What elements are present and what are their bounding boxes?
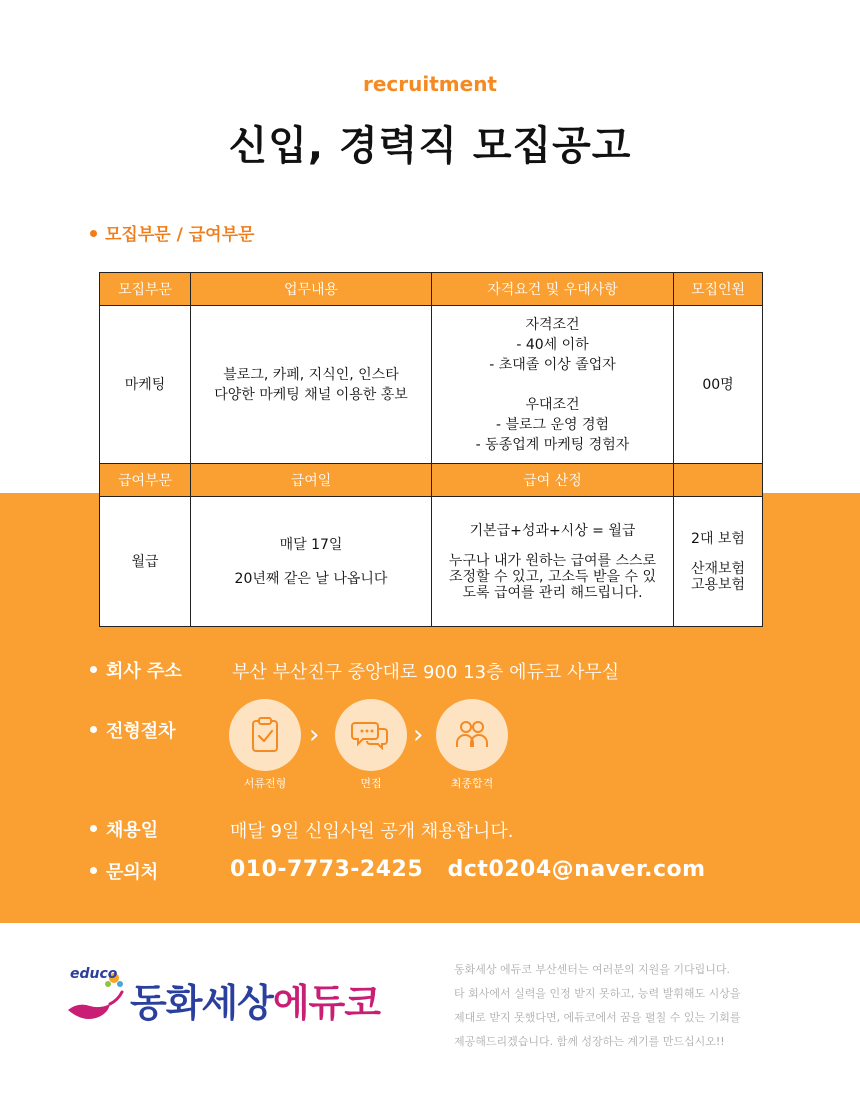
preference-line: - 블로그 운영 경험 (495, 416, 610, 433)
table-row (100, 497, 763, 627)
table-row (100, 306, 763, 464)
payday-cell (191, 497, 432, 627)
logo-small-text: educo (70, 966, 118, 982)
payday-line: 20년째 같은 날 나옵니다 (234, 570, 388, 587)
payday-line: 매달 17일 (279, 536, 343, 553)
process-step-final (436, 699, 508, 771)
contact-label-text: 문의처 (106, 862, 159, 883)
header-cell (674, 464, 763, 497)
spacer (432, 375, 673, 395)
spacer (674, 547, 762, 561)
address-label-text: 회사 주소 (106, 661, 182, 682)
section-heading-text: 모집부문 / 급여부문 (105, 225, 255, 245)
bullet-dot (90, 825, 97, 832)
address-value: 부산 부산진구 중앙대로 900 13층 에듀코 사무실 (232, 662, 620, 683)
qualification-line: 자격조건 (525, 316, 580, 333)
spacer (432, 539, 673, 553)
pay-header-row (100, 464, 763, 497)
logo-main-text (130, 972, 380, 1027)
spacer (191, 555, 431, 569)
insurance-line: 산재보험 (690, 560, 746, 577)
bullet-dot (90, 867, 97, 874)
header-cell: 급여일 (191, 464, 432, 497)
contact-label (90, 858, 158, 884)
footer-message (454, 958, 741, 1054)
contact-email: dct0204@naver.com (447, 857, 706, 882)
header-cell: 모집부문 (100, 273, 191, 306)
people-icon (452, 715, 492, 755)
process-step-label: 최종합격 (450, 777, 494, 790)
pay-formula: 기본급+성과+시상 = 월급 (469, 522, 636, 539)
insurance-line: 고용보험 (690, 576, 746, 593)
process-label (90, 717, 176, 743)
pay-type-cell: 월급 (100, 497, 191, 627)
section-heading (90, 220, 254, 245)
qualification-line: - 초대졸 이상 졸업자 (489, 356, 616, 373)
chevron-right-icon: › (413, 720, 424, 750)
footer-line: 동화세상 에듀코 부산센터는 여러분의 지원을 기다립니다. (454, 963, 731, 976)
qualifications-cell (432, 306, 674, 464)
footer-line: 타 회사에서 실력을 인정 받지 못하고, 능력 발휘해도 시상을 (454, 987, 741, 1000)
bullet-dot (90, 230, 97, 237)
process-label-text: 전형절차 (106, 721, 176, 742)
table-header-row (100, 273, 763, 306)
pay-description-line: 도록 급여를 관리 해드립니다. (462, 584, 643, 601)
chat-bubbles-icon (351, 715, 391, 755)
headcount-cell: 00명 (674, 306, 763, 464)
pay-description-line: 누구나 내가 원하는 급여를 스스로 (448, 552, 657, 569)
insurance-cell (674, 497, 763, 627)
pay-formula-cell (432, 497, 674, 627)
address-label (90, 657, 182, 683)
hiring-label-text: 채용일 (106, 820, 159, 841)
pay-description-line: 조정할 수 있고, 고소득 받을 수 있 (449, 568, 656, 585)
page-title: 신입, 경력직 모집공고 (228, 123, 632, 169)
header-cell: 급여부문 (100, 464, 191, 497)
header-cell: 자격요건 및 우대사항 (432, 273, 674, 306)
duties-line: 블로그, 카페, 지식인, 인스타 (223, 366, 399, 383)
chevron-right-icon: › (309, 720, 320, 750)
process-step-interview (335, 699, 407, 771)
process-step-label: 서류전형 (243, 777, 287, 790)
process-step-document (229, 699, 301, 771)
contact-value (230, 857, 706, 882)
bullet-dot (90, 666, 97, 673)
footer-line: 제공해드리겠습니다. 함께 성장하는 계기를 만드십시오!! (454, 1035, 725, 1048)
bullet-dot (90, 726, 97, 733)
footer-line: 제대로 받지 못했다면, 에듀코에서 꿈을 펼칠 수 있는 기회를 (454, 1011, 741, 1024)
insurance-line: 2대 보험 (691, 530, 745, 547)
clipboard-check-icon (245, 715, 285, 755)
hiring-value: 매달 9일 신입사원 공개 채용합니다. (230, 821, 514, 842)
contact-phone: 010-7773-2425 (230, 857, 424, 882)
preference-line: 우대조건 (525, 396, 580, 413)
logo-main-b: 에듀코 (272, 981, 380, 1025)
company-logo (62, 960, 380, 1040)
recruitment-table (99, 272, 763, 627)
logo-main-a: 동화세상 (130, 981, 273, 1025)
hiring-label (90, 816, 158, 842)
process-step-label: 면접 (360, 777, 382, 790)
preference-line: - 동종업계 마케팅 경험자 (475, 436, 630, 453)
header-cell: 업무내용 (191, 273, 432, 306)
header-cell: 모집인원 (674, 273, 763, 306)
header-cell: 급여 산정 (432, 464, 674, 497)
page-subtitle: recruitment (362, 72, 497, 96)
duties-cell (191, 306, 432, 464)
qualification-line: - 40세 이하 (516, 336, 589, 353)
division-cell: 마케팅 (100, 306, 191, 464)
duties-line: 다양한 마케팅 채널 이용한 홍보 (214, 386, 408, 403)
